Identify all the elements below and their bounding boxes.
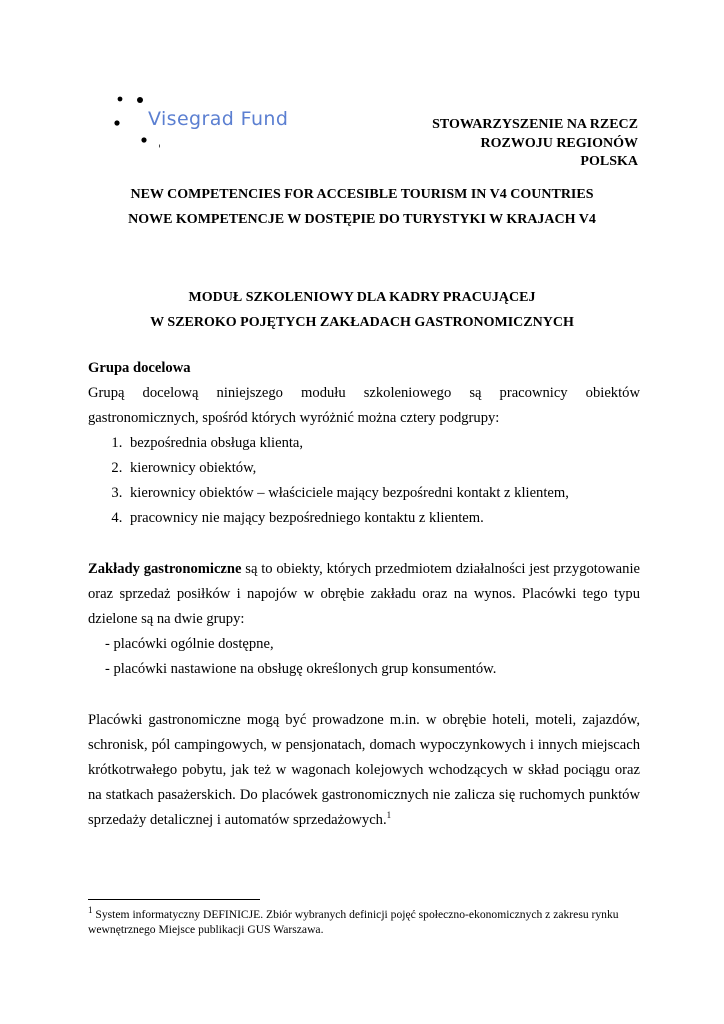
project-title-en: NEW COMPETENCIES FOR ACCESIBLE TOURISM IN V4 COUNTRIES <box>130 187 594 202</box>
list-item: 1. bezpośrednia obsługa klienta, <box>126 431 640 456</box>
locations-paragraph <box>88 708 640 833</box>
list-item: 3. kierownicy obiektów – właściciele mający bezpośredni kontakt z klientem, <box>126 481 640 506</box>
locations-text: Placówki gastronomiczne mogą być prowadzone m.in. w obrębie hoteli, moteli, zajazdów, schronisk, pól campingowych, w pensjonatach, domach wypoczynkowych i innych miejscach krótkotrwałego pobytu, jak też w wagonach kolejowych wchodzących w skład pociągu oraz na statkach pasażerskich. Do placówek gastronomicznych nie zalicza się ruchomych punktów sprzedaży detalicznej i automatów sprzedażowych. <box>88 712 640 828</box>
establishments-paragraph <box>88 557 640 632</box>
module-title-line-1: MODUŁ SZKOLENIOWY DLA KADRY PRACUJĄCEJ <box>188 290 536 305</box>
establishments-section <box>88 557 640 682</box>
establishments-term: Zakłady gastronomiczne <box>88 561 242 577</box>
module-title <box>0 285 724 335</box>
footnote-reference[interactable]: 1 <box>386 810 392 821</box>
organization-line: ROZWOJU REGIONÓW <box>480 135 638 151</box>
list-item: - placówki ogólnie dostępne, <box>105 636 274 652</box>
list-item: 4. pracownicy nie mający bezpośredniego kontaktu z klientem. <box>126 506 640 531</box>
footnote-text: System informatyczny DEFINICJE. Zbiór wybranych definicji pojęć społeczno-ekonomicznych z zakresu rynku wewnętrznego Miejsce publikacji GUS Warszawa. <box>88 908 619 936</box>
establishments-text: są to obiekty, których przedmiotem działalności jest przygotowanie oraz sprzedaż posiłków i napojów w obrębie zakładu oraz na wynos. Placówki tego typu dzielone są na dwie grupy: <box>88 561 640 627</box>
locations-section <box>88 708 640 833</box>
logo-text: Visegrad Fund <box>148 108 289 130</box>
section-heading: Grupa docelowa <box>88 360 191 376</box>
visegrad-fund-logo <box>100 88 340 158</box>
organization-line: STOWARZYSZENIE NA RZECZ <box>432 117 638 132</box>
footnote-divider <box>88 899 260 900</box>
footnote-number: 1 <box>88 905 93 916</box>
target-group-section <box>88 356 640 531</box>
footnote <box>88 907 640 937</box>
subgroup-list <box>88 431 640 531</box>
project-title <box>0 182 724 232</box>
organization-line: POLSKA <box>580 154 638 169</box>
target-group-intro: Grupą docelową niniejszego modułu szkoleniowego są pracownicy obiektów gastronomicznych, spośród których wyróżnić można cztery podgrupy: <box>88 385 640 426</box>
project-title-pl: NOWE KOMPETENCJE W DOSTĘPIE DO TURYSTYKI W KRAJACH V4 <box>128 212 596 227</box>
module-title-line-2: W SZEROKO POJĘTYCH ZAKŁADACH GASTRONOMICZNYCH <box>150 315 574 330</box>
list-item: - placówki nastawione na obsługę określonych grup konsumentów. <box>105 661 497 677</box>
organization-name <box>432 116 638 172</box>
list-item: 2. kierownicy obiektów, <box>126 456 640 481</box>
